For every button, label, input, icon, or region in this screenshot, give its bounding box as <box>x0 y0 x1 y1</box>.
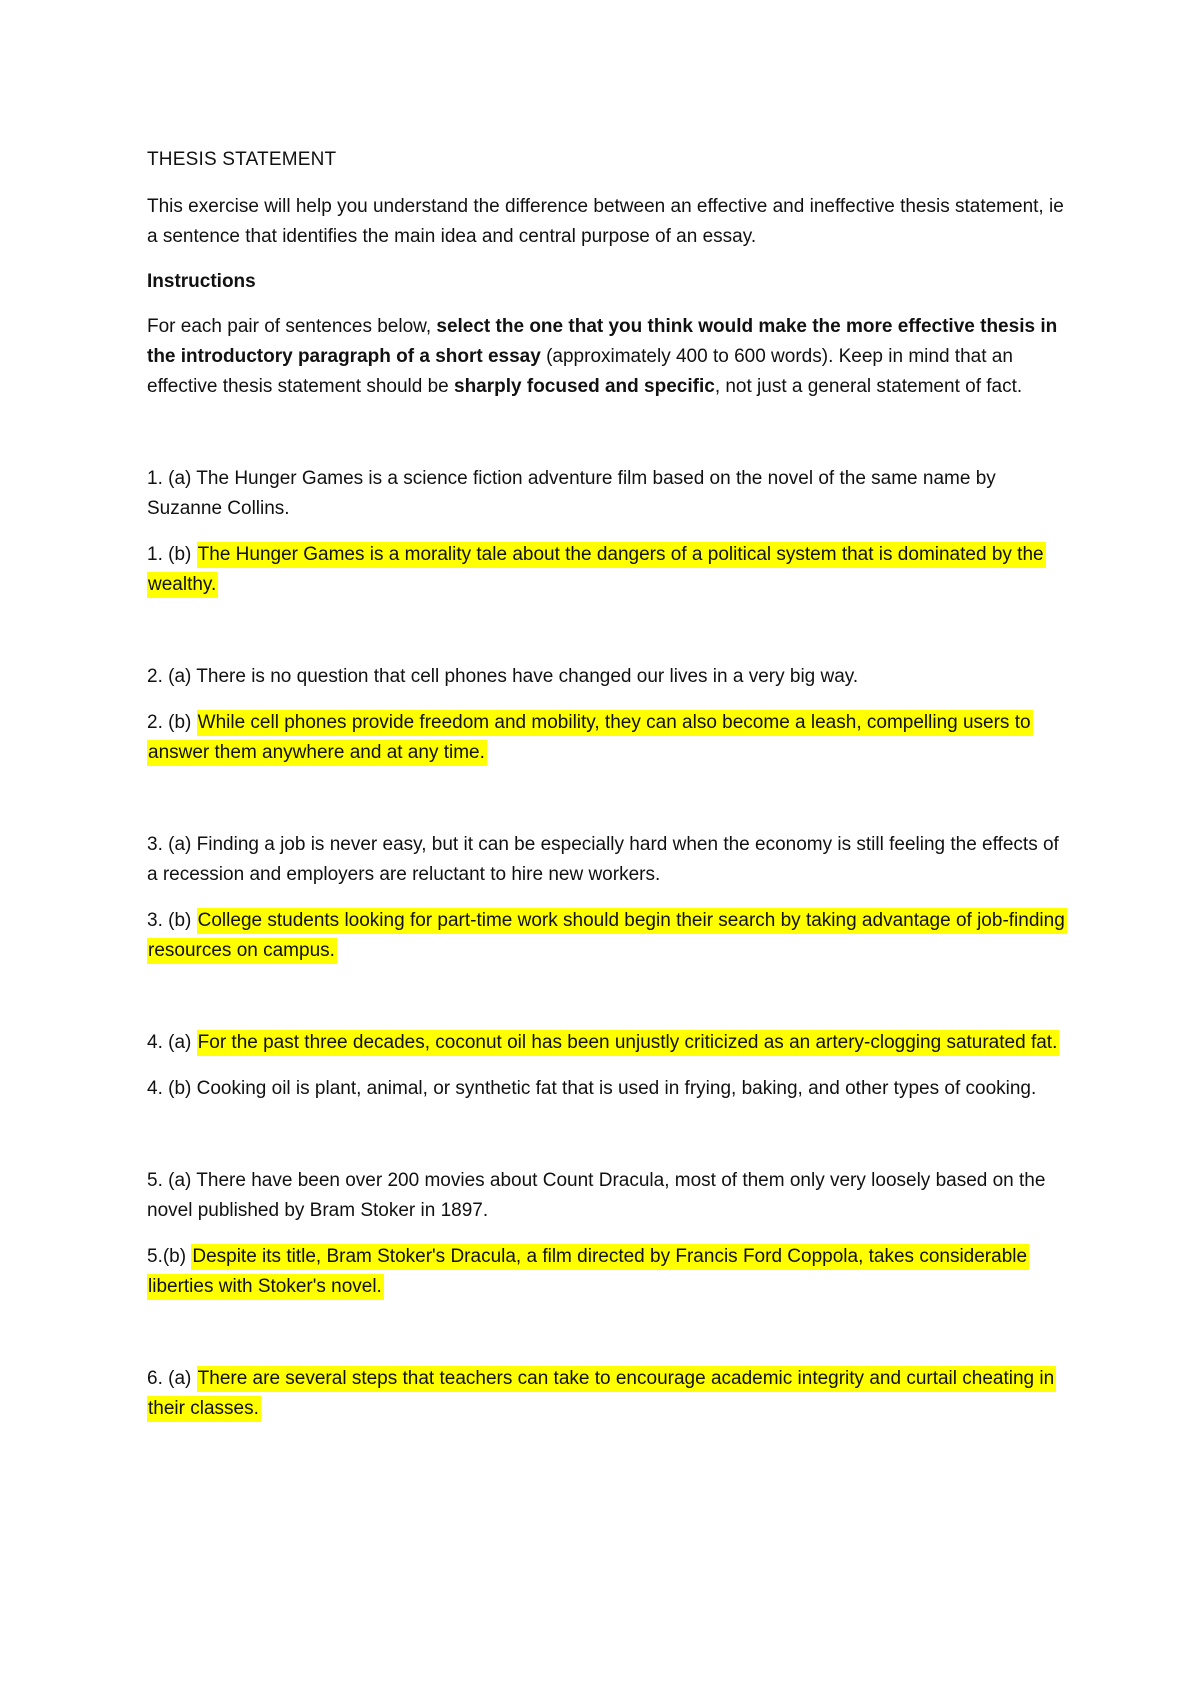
item-2-b-label: 2. (b) <box>147 712 192 733</box>
instructions-text-part2: (approximately 400 to 600 words). Keep in mind that an effective thesis statement should be <box>147 346 1013 397</box>
item-5-b-text-highlighted: Despite its title, Bram Stoker's Dracula, a film directed by Francis Ford Coppola, takes considerable liberties with Stoker's novel. <box>147 1244 1029 1300</box>
item-1-option-a <box>147 464 1067 524</box>
item-5-option-b <box>147 1242 1067 1302</box>
item-4-b-label: 4. (b) <box>147 1078 192 1099</box>
item-2-option-b <box>147 708 1067 768</box>
item-4-b-text: Cooking oil is plant, animal, or synthetic fat that is used in frying, baking, and other types of cooking. <box>196 1078 1037 1099</box>
instructions-heading: Instructions <box>147 271 256 292</box>
item-1-b-label: 1. (b) <box>147 544 192 565</box>
item-5-option-a <box>147 1166 1067 1226</box>
document-title: THESIS STATEMENT <box>147 149 337 170</box>
item-1-b-text-highlighted: The Hunger Games is a morality tale about the dangers of a political system that is dominated by the wealthy. <box>147 542 1046 598</box>
item-4-a-label: 4. (a) <box>147 1032 192 1053</box>
item-1-a-text: The Hunger Games is a science fiction adventure film based on the novel of the same name by Suzanne Collins. <box>147 468 996 519</box>
item-2-a-text: There is no question that cell phones have changed our lives in a very big way. <box>196 666 859 687</box>
item-5-a-text: There have been over 200 movies about Count Dracula, most of them only very loosely based on the novel published by Bram Stoker in 1897. <box>147 1170 1046 1221</box>
item-2-b-text-highlighted: While cell phones provide freedom and mobility, they can also become a leash, compelling users to answer them anywhere and at any time. <box>147 710 1033 766</box>
instructions-bold-focused: sharply focused and specific <box>454 376 715 397</box>
item-6-a-label: 6. (a) <box>147 1368 192 1389</box>
item-3-option-b <box>147 906 1067 966</box>
item-2-a-label: 2. (a) <box>147 666 192 687</box>
item-3-a-label: 3. (a) <box>147 834 192 855</box>
instructions-paragraph <box>147 312 1067 402</box>
document-content <box>147 145 1067 1440</box>
intro-paragraph: This exercise will help you understand the difference between an effective and ineffective thesis statement, ie a sentence that identifies the main idea and central purpose of an essay. <box>147 196 1064 247</box>
item-3-option-a <box>147 830 1067 890</box>
item-6-a-text-highlighted: There are several steps that teachers can take to encourage academic integrity and curtail cheating in their classes. <box>147 1366 1056 1422</box>
item-3-b-text-highlighted: College students looking for part-time work should begin their search by taking advantage of job-finding resources on campus. <box>147 908 1067 964</box>
item-2-option-a <box>147 662 1067 692</box>
instructions-text-part1: For each pair of sentences below, <box>147 316 437 337</box>
item-4-option-a <box>147 1028 1067 1058</box>
item-3-a-text: Finding a job is never easy, but it can be especially hard when the economy is still feeling the effects of a recession and employers are reluctant to hire new workers. <box>147 834 1059 885</box>
item-5-b-label: 5.(b) <box>147 1246 187 1267</box>
item-1-a-label: 1. (a) <box>147 468 192 489</box>
item-3-b-label: 3. (b) <box>147 910 192 931</box>
item-5-a-label: 5. (a) <box>147 1170 192 1191</box>
instructions-bold-select: select the one that you think would make the more effective thesis in the introductory paragraph of a short essay <box>147 316 1058 367</box>
instructions-text-part3: , not just a general statement of fact. <box>714 376 1023 397</box>
item-6-option-a <box>147 1364 1067 1424</box>
item-1-option-b <box>147 540 1067 600</box>
item-4-a-text-highlighted: For the past three decades, coconut oil has been unjustly criticized as an artery-clogging saturated fat. <box>197 1030 1060 1056</box>
item-4-option-b <box>147 1074 1067 1104</box>
